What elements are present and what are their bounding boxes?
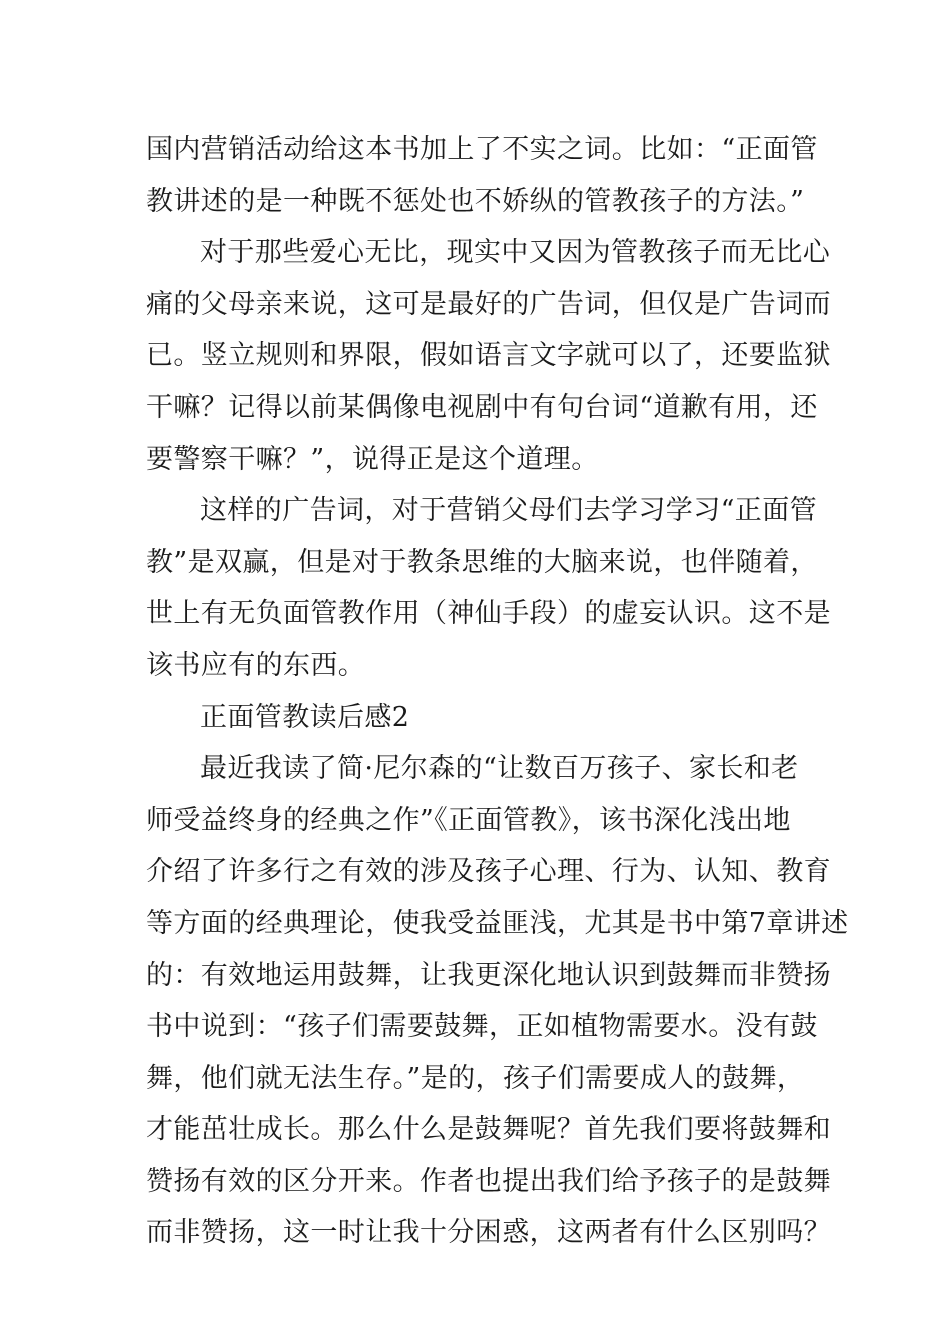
section-heading: 正面管教读后感2 xyxy=(200,701,410,733)
text-line: 等方面的经典理论，使我受益匪浅，尤其是书中第7章讲述 xyxy=(146,907,849,939)
text-line: 赞扬有效的区分开来。作者也提出我们给予孩子的是鼓舞 xyxy=(146,1165,831,1197)
text-line: 介绍了许多行之有效的涉及孩子心理、行为、认知、教育 xyxy=(146,856,831,888)
text-line: 国内营销活动给这本书加上了不实之词。比如：“正面管 xyxy=(146,134,818,165)
text-line: 痛的父母亲来说，这可是最好的广告词，但仅是广告词而 xyxy=(146,288,831,320)
text-line: 舞，他们就无法生存。”是的，孩子们需要成人的鼓舞， xyxy=(146,1062,805,1094)
text-line: 教”是双赢，但是对于教条思维的大脑来说，也伴随着， xyxy=(146,546,818,578)
paragraph-start-line: 最近我读了简·尼尔森的“让数百万孩子、家长和老 xyxy=(200,753,799,785)
paragraph-start-line: 这样的广告词，对于营销父母们去学习学习“正面管 xyxy=(200,495,818,527)
text-line: 世上有无负面管教作用（神仙手段）的虚妄认识。这不是 xyxy=(146,598,831,630)
text-line: 的：有效地运用鼓舞，让我更深化地认识到鼓舞而非赞扬 xyxy=(146,959,831,991)
text-line: 干嘛？记得以前某偶像电视剧中有句台词“道歉有用，还 xyxy=(146,391,818,423)
text-line: 教讲述的是一种既不惩处也不娇纵的管教孩子的方法。” xyxy=(146,185,805,217)
text-line: 该书应有的东西。 xyxy=(146,649,366,681)
text-line: 才能茁壮成长。那么什么是鼓舞呢？首先我们要将鼓舞和 xyxy=(146,1114,831,1146)
body-text xyxy=(146,124,849,1259)
text-line: 已。竖立规则和界限，假如语言文字就可以了，还要监狱 xyxy=(146,340,831,372)
text-line: 要警察干嘛？”，说得正是这个道理。 xyxy=(146,443,599,475)
text-line: 书中说到：“孩子们需要鼓舞，正如植物需要水。没有鼓 xyxy=(146,1011,818,1043)
paragraph-start-line: 对于那些爱心无比，现实中又因为管教孩子而无比心 xyxy=(200,237,831,269)
text-line: 而非赞扬，这一时让我十分困惑，这两者有什么区别吗？ xyxy=(146,1217,831,1249)
text-line: 师受益终身的经典之作”《正面管教》，该书深化浅出地 xyxy=(146,804,791,836)
